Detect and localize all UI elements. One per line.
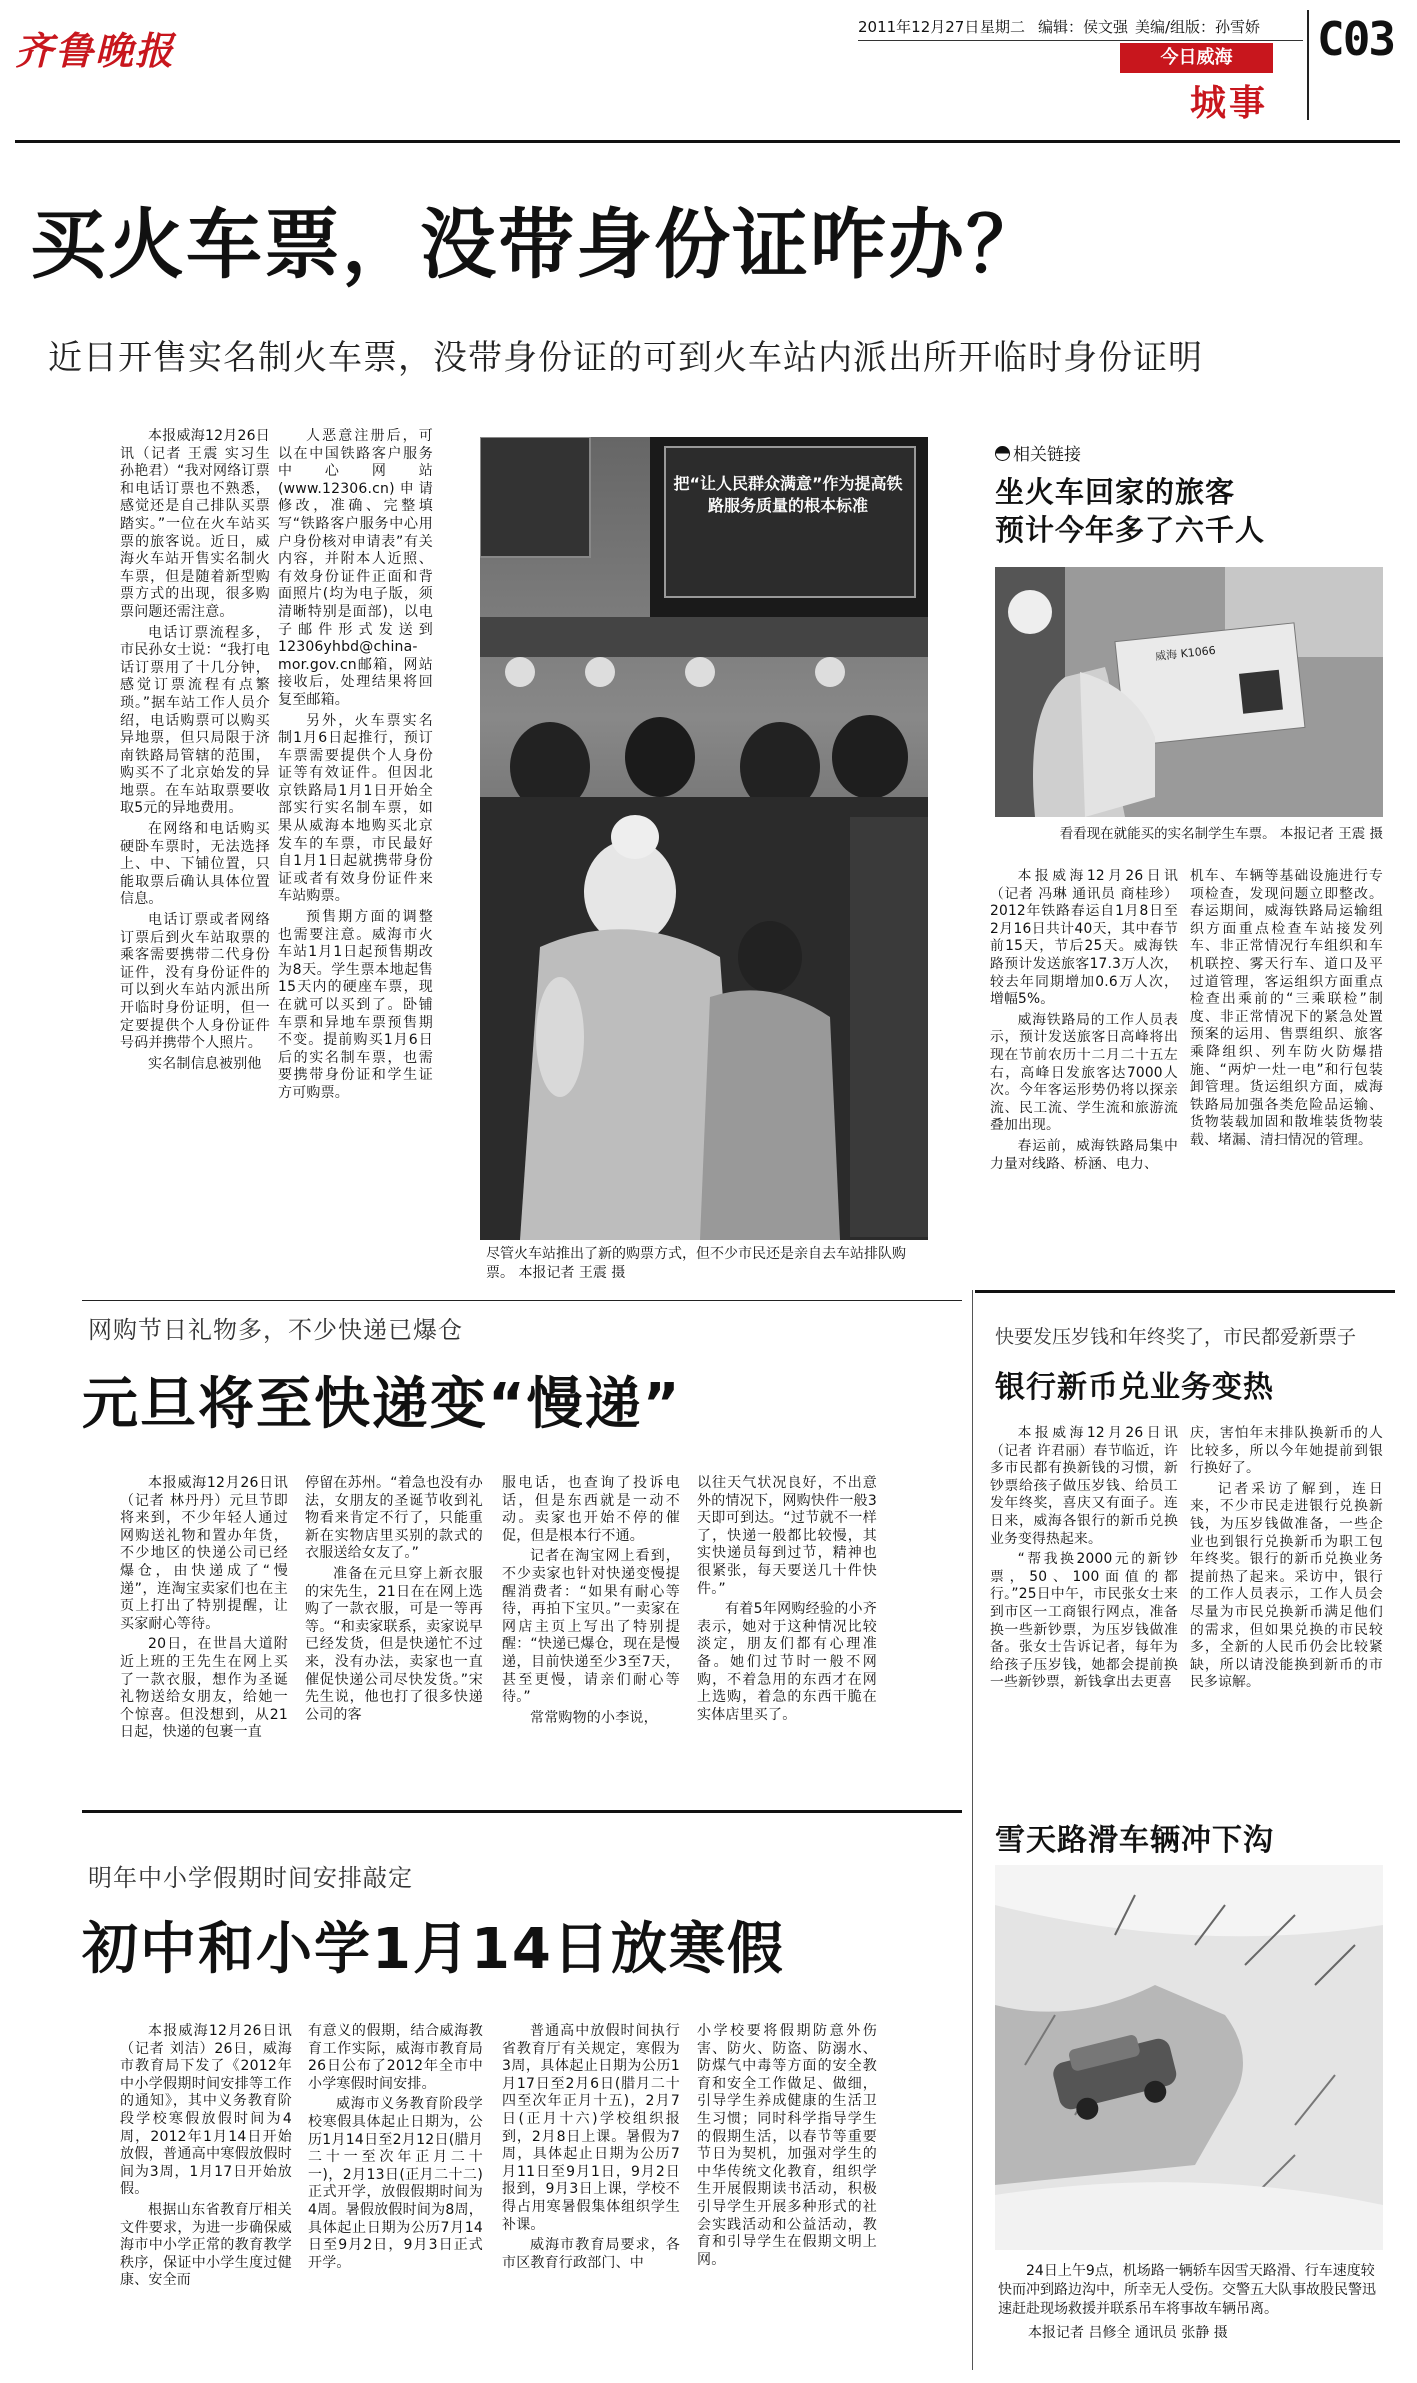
related-title-line-1: 坐火车回家的旅客	[995, 475, 1236, 509]
design-credit: 美编/组版：孙雪娇	[1135, 18, 1261, 36]
paragraph: 停留在苏州。“着急也没有办法，女朋友的圣诞节收到礼物看来肯定不行了，只能重新在实物店里买别的款式的衣服送给女友了。”	[305, 1475, 483, 1562]
paragraph: 20日，在世昌大道附近上班的王先生在网上买了一款衣服，想作为圣诞礼物送给女朋友，给她一个惊喜。但没想到，从21日起，快递的包裹一直	[120, 1636, 288, 1741]
paragraph: 服电话，也查询了投诉电话，但是东西就是一动不动。卖家也开始不停的催促，但是根本行不通。	[502, 1475, 680, 1544]
paragraph: 准备在元旦穿上新衣服的宋先生，21日在在网上选购了一款衣服，可是一等再等。“和卖家联系，卖家说早已经发货，但是快递忙不过来，没有办法，卖家也一直催促快递公司尽快发货。”宋先生说，他也打了很多快递公司的客	[305, 1565, 483, 1723]
lead-photo-banner-text: 把“让人民群众满意”作为提高铁路服务质量的根本标准	[673, 474, 903, 515]
paragraph: 有着5年网购经验的小齐表示，她对于这种情况比较淡定，朋友们都有心理准备。她们过节时一般不网购，不着急用的东西才在网上选购，着急的东西干脆在实体店里买了。	[697, 1601, 877, 1723]
paragraph: 本报威海12月26日讯（记者 林丹丹）元旦节即将来到，不少年轻人通过网购送礼物和置办年货，不少地区的快递公司已经爆仓，由快递成了“慢递”，连淘宝卖家们也在主页上打出了特别提醒，让买家耐心等待。	[120, 1475, 288, 1632]
related-photo-caption: 看看现在就能买的实名制学生车票。 本报记者 王震 摄	[1059, 826, 1383, 842]
paragraph: 本报威海12月26日讯（记者 刘洁）26日，威海市教育局下发了《2012年中小学假期时间安排等工作的通知》，其中义务教育阶段学校寒假放假时间为4周，2012年1月14日开始放假，普通高中寒假放假时间为3周，1月17日开始放假。	[120, 2023, 292, 2198]
issue-date: 2011年12月27日	[858, 18, 980, 36]
paragraph: 人恶意注册后，可以在中国铁路客户服务中心网站(www.12306.cn)申请修改，准确、完整填写“铁路客户服务中心用户身份核对申请表”有关内容，并附本人近照、有效身份证件正面和背面照片(均为电子版，须清晰特别是面部)，以电子邮件形式发送到12306yhbd@china-mor.gov.cn邮箱，网站接收后，处理结果将回复至邮箱。	[278, 428, 433, 708]
lead-subtitle: 近日开售实名制火车票，没带身份证的可到火车站内派出所开临时身份证明	[48, 338, 1203, 378]
related-column-2	[1190, 868, 1383, 1268]
paragraph: 机车、车辆等基础设施进行专项检查，发现问题立即整改。春运期间，威海铁路局运输组织方面重点检查车站接发列车、非正常情况行车组织和车机联控、雾天行车、道口及平过道管理，客运组织方面重点检查出乘前的“三乘联检”制度、非正常情况下的紧急处置预案的运用、售票组织、旅客乘降组织、列车防火防爆措施、“两炉一灶一电”和行包装卸管理。货运组织方面，威海铁路局加强各类危险品运输、货物装载加固和散堆装货物装载、堵漏、清扫情况的管理。	[1190, 868, 1383, 1148]
lead-headline: 买火车票，没带身份证咋办？	[30, 200, 1044, 289]
paragraph: 有意义的假期，结合威海教育工作实际，威海市教育局26日公布了2012年全市中小学寒假时间安排。	[308, 2023, 483, 2092]
express-headline: 元旦将至快递变“慢递”	[82, 1372, 682, 1437]
bank-kicker: 快要发压岁钱和年终奖了，市民都爱新票子	[995, 1326, 1357, 1348]
page-number: C03	[1317, 12, 1395, 66]
paragraph: 以往天气状况良好，不出意外的情况下，网购快件一般3天即可到达。“过节就不一样了，快递一般都比较慢，其实快递员每到过节，精神也很紧张，每天要送几十件快件。”	[697, 1475, 877, 1597]
paragraph: 春运前，威海铁路局集中力量对线路、桥涵、电力、	[990, 1137, 1178, 1172]
holiday-column-4	[697, 2023, 877, 2363]
ticket-photo-illustration	[995, 567, 1383, 817]
bank-column-2	[1190, 1425, 1383, 1805]
related-link-icon	[995, 446, 1010, 461]
crowd-photo-illustration	[480, 437, 928, 1240]
lead-column-2	[278, 428, 433, 1268]
express-column-4	[697, 1475, 877, 1785]
express-column-2	[305, 1475, 483, 1785]
paragraph: 威海市义务教育阶段学校寒假具体起止日期为，公历1月14日至2月12日(腊月二十一至次年正月二十一)，2月13日(正月二十二)正式开学，放假假期时间为4周。暑假放假时间为8周，具体起止日期为公历7月14日至9月2日，9月3日正式开学。	[308, 2096, 483, 2271]
lead-photo-caption: 尽管火车站推出了新的购票方式，但不少市民还是亲自去车站排队购票。 本报记者 王震 摄	[486, 1246, 906, 1281]
paragraph: 威海市教育局要求，各市区教育行政部门、中	[502, 2237, 680, 2271]
paragraph: 本报威海12月26日讯（记者 王震 实习生 孙艳君）“我对网络订票和电话订票也不熟悉，感觉还是自己排队买票踏实。”一位在火车站买票的旅客说。近日，威海火车站开售实名制火车票，但是随着新型购票方式的出现，很多购票问题还需注意。	[120, 428, 270, 620]
paragraph: 常常购物的小李说，	[530, 1709, 658, 1726]
holiday-column-3	[502, 2023, 680, 2363]
masthead	[0, 0, 1417, 140]
paragraph: 记者在淘宝网上看到，不少卖家也针对快递变慢提醒消费者：“如果有耐心等待，再拍下宝贝。”一卖家在网店主页上写出了特别提醒：“快递已爆仓，现在是慢递，目前快递至少3至7天，甚至更慢，请亲们耐心等待。”	[502, 1548, 680, 1706]
paragraph: 本报威海12月26日讯（记者 冯琳 通讯员 商桂珍）2012年铁路春运自1月8日至2月16日共计40天，其中春节前15天，节后25天。威海铁路预计发送旅客17.3万人次，较去年同期增加0.6万人次，增幅5%。	[990, 868, 1178, 1008]
express-column-3	[502, 1475, 680, 1785]
snow-accident-photo	[995, 1865, 1383, 2250]
holiday-headline: 初中和小学1月14日放寒假	[82, 1917, 785, 1982]
paragraph: 电话订票或者网络订票后到火车站取票的乘客需要携带二代身份证件，没有身份证件的可以到火车站内派出所开临时身份证明，但一定要提供个人身份证件号码并携带个人照片。	[120, 912, 270, 1052]
paragraph: 记者采访了解到，连日来，不少市民走进银行兑换新钱，为压岁钱做准备，一些企业也到银行兑换新币为职工包年终奖。银行的新币兑换业务提前热了起来。采访中，银行的工作人员表示，工作人员会尽量为市民兑换新币满足他们的需求，但如果兑换的市民较多，全新的人民币仍会比较紧缺，所以请没能换到新币的市民多谅解。	[1190, 1480, 1383, 1691]
paragraph: 根据山东省教育厅相关文件要求，为进一步确保威海市中小学正常的教育教学秩序，保证中小学生度过健康、安全而	[120, 2201, 292, 2289]
express-kicker: 网购节日礼物多，不少快递已爆仓	[88, 1316, 463, 1344]
paragraph: 普通高中放假时间执行省教育厅有关规定，寒假为3周，具体起止日期为公历1月17日至2月6日(腊月二十四至次年正月十五)，2月7日(正月十六)学校组织报到，2月8日上课。暑假为7周，具体起止日期为公历7月11日至9月1日，9月2日报到，9月3日上课，学校不得占用寒暑假集体组织学生补课。	[502, 2023, 680, 2233]
paragraph: 威海铁路局的工作人员表示，预计发送旅客日高峰将出现在节前农历十二月二十五左右，高峰日发旅客达7000人次。今年客运形势仍将以探亲流、民工流、学生流和旅游流叠加出现。	[990, 1011, 1178, 1134]
lead-photo-queue	[480, 437, 928, 1240]
related-label: 相关链接	[995, 440, 1081, 465]
snow-photo-credit: 本报记者 吕修全 通讯员 张静 摄	[1028, 2325, 1228, 2341]
snow-photo-caption: 24日上午9点，机场路一辆轿车因雪天路滑、行车速度较快而冲到路边沟中，所幸无人受伤。交警五大队事故股民警迅速赶赴现场救援并联系吊车将事故车辆吊离。	[998, 2263, 1376, 2317]
holiday-column-2	[308, 2023, 483, 2363]
editor-credit: 编辑：侯文强	[1038, 18, 1129, 36]
related-title-line-2: 预计今年多了六千人	[995, 513, 1266, 547]
bank-headline: 银行新币兑业务变热	[995, 1370, 1274, 1405]
ticket-text: 威海 K1066	[1154, 643, 1217, 664]
paragraph: “帮我换2000元的新钞票，50、100面值的都行。”25日中午，市民张女士来到市区一工商银行网点，准备换一些新钞票，为压岁钱做准备。张女士告诉记者，每年为给孩子压岁钱，她都会提前换一些新钞票，新钱拿出去更喜	[990, 1551, 1178, 1691]
paragraph: 在网络和电话购买硬卧车票时，无法选择上、中、下铺位置，只能取票后确认具体位置信息。	[120, 821, 270, 908]
bank-column-1	[990, 1425, 1178, 1805]
paragraph: 本报威海12月26日讯（记者 许君丽）春节临近，许多市民都有换新钱的习惯，新钞票给孩子做压岁钱、给员工发年终奖，喜庆又有面子。连日来，威海各银行的新币兑换业务变得热起来。	[990, 1425, 1178, 1547]
paragraph: 小学校要将假期防意外伤害、防火、防盗、防溺水、防煤气中毒等方面的安全教育和安全工作做足、做细，引导学生养成健康的生活卫生习惯；同时科学指导学生的假期生活，以春节等重要节日为契机，加强对学生的中华传统文化教育，组织学生开展假期读书活动，积极引导学生开展多种形式的社会实践活动和公益活动，教育和引导学生在假期文明上网。	[697, 2023, 877, 2268]
paragraph: 实名制信息被别他	[148, 1055, 262, 1072]
snow-photo-illustration	[995, 1865, 1383, 2250]
paragraph: 另外，火车票实名制1月6日起推行，预订车票需要提供个人身份证等有效证件。但因北京铁路局1月1日开始全部实行实名制车票，如果从威海本地购买北京发车的车票，市民最好自1月1日起就携带身份证或者有效身份证件来车站购票。	[278, 712, 433, 905]
related-ticket-photo	[995, 567, 1383, 817]
paragraph: 庆，害怕年末排队换新币的人比较多，所以今年她提前到银行换好了。	[1190, 1425, 1383, 1477]
section-name: 城事	[1190, 83, 1269, 124]
snow-headline: 雪天路滑车辆冲下沟	[995, 1823, 1274, 1858]
paragraph: 预售期方面的调整也需要注意。威海市火车站1月1日起预售期改为8天。学生票本地起售15天内的硬座车票，现在就可以买到了。卧铺车票和异地车票预售期不变。提前购买1月6日后的实名制车票，也需要携带身份证和学生证方可购票。	[278, 909, 433, 1101]
express-column-1	[120, 1475, 288, 1785]
paragraph: 电话订票流程多，市民孙女士说：“我打电话订票用了十几分钟，感觉订票流程有点繁琐。”据车站工作人员介绍，电话购票可以购买异地票，但只局限于济南铁路局管辖的范围，购买不了北京始发的异地票。在车站取票要收取5元的异地费用。	[120, 624, 270, 817]
section-tag: 今日威海	[1120, 43, 1273, 73]
related-column-1	[990, 868, 1178, 1268]
paper-name-logo: 齐鲁晚报	[15, 28, 176, 73]
holiday-kicker: 明年中小学假期时间安排敲定	[88, 1864, 413, 1892]
lead-column-1	[120, 428, 270, 1268]
issue-weekday: 星期二	[980, 18, 1026, 36]
holiday-column-1	[120, 2023, 292, 2363]
